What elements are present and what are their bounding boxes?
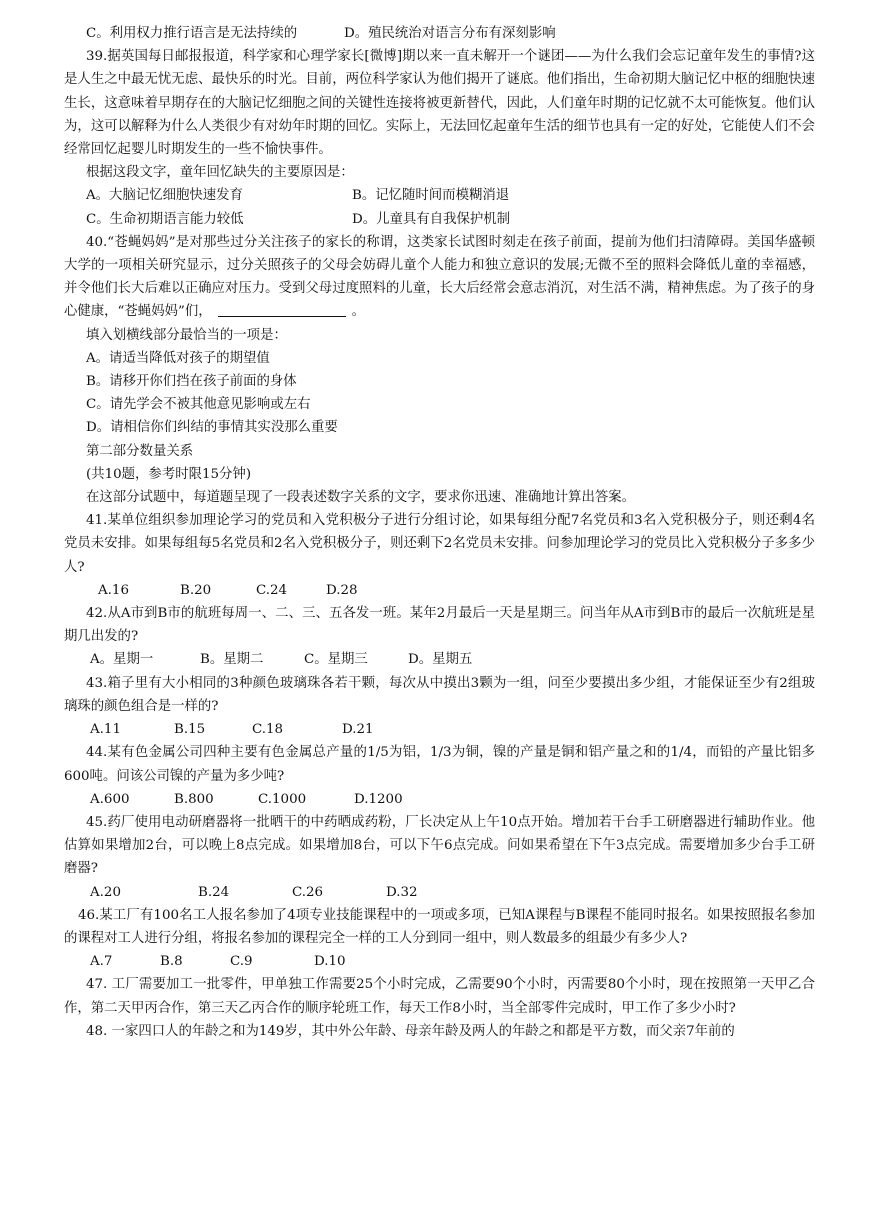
- q47-stem: 47. 工厂需要加工一批零件，甲单独工作需要25个小时完成，乙需要90个小时，丙需要80个小时，现在按照第一天甲乙合作，第二天甲丙合作，第三天乙丙合作的顺序轮班工作，每天工作8小时，当全部零件完成时，甲工作了多少小时?: [64, 977, 815, 1016]
- q43-stem: 43.箱子里有大小相同的3种颜色玻璃珠各若干颗，每次从中摸出3颗为一组，问至少要摸出多少组，才能保证至少有2组玻璃珠的颜色组合是一样的?: [64, 675, 815, 714]
- q41-option-c: C.24: [256, 582, 288, 598]
- section-subtitle: (共10题，参考时限15分钟): [86, 466, 252, 482]
- q44-option-b: B.800: [174, 791, 214, 807]
- q39-option-a: A。大脑记忆细胞快速发育: [86, 188, 243, 204]
- q41-option-b: B.20: [180, 582, 212, 598]
- q39-stem: 39.据英国每日邮报报道，科学家和心理学家长[微博]期以来一直未解开一个谜团——为什么我们会忘记童年发生的事情?这是人生之中最无忧无虑、最快乐的时光。目前，两位科学家认为他们揭开了谜底。他们指出，生命初期大脑记忆中枢的细胞快速生长，这意味着早期存在的大脑记忆细胞之间的关键性连接将被更新替代，因此，人们童年时期的记忆就不太可能恢复。他们认为，这可以解释为什么人类很少有对幼年时期的回忆。实际上，无法回忆起童年生活的细节也具有一定的好处，它能使人们不会经常回忆起婴儿时期发生的一些不愉快事件。: [64, 49, 815, 158]
- q43-option-c: C.18: [252, 722, 284, 738]
- q40-option-c: C。请先学会不被其他意见影响或左右: [86, 397, 311, 413]
- q42-stem: 42.从A市到B市的航班每周一、二、三、五各发一班。某年2月最后一天是星期三。问当年从A市到B市的最后一次航班是星期几出发的?: [64, 606, 815, 645]
- q40-stem: [64, 231, 815, 324]
- q41-options: [64, 579, 815, 602]
- q40-stem-text: 40.“苍蝇妈妈”是对那些过分关注孩子的家长的称谓，这类家长试图时刻走在孩子前面，提前为他们扫清障碍。美国华盛顿大学的一项相关研究显示，过分关照孩子的父母会妨碍儿童个人能力和独立意识的发展;无微不至的照料会降低儿童的幸福感，并令他们长大后难以正确应对压力。受到父母过度照料的儿童，长大后经常会意志消沉，对生活不满，精神焦虑。为了孩子的身心健康，“苍蝇妈妈”们，: [64, 234, 815, 320]
- section-title: 第二部分数量关系: [86, 443, 194, 459]
- q40-option-d: D。请相信你们纠结的事情其实没那么重要: [86, 420, 338, 436]
- q46-option-a: A.7: [90, 954, 113, 970]
- q45-option-b: B.24: [198, 884, 230, 900]
- q42-option-c: C。星期三: [304, 652, 368, 668]
- q44-option-d: D.1200: [354, 791, 403, 807]
- q40-stem-end: 。: [351, 304, 365, 320]
- q39-option-c: C。生命初期语言能力较低: [86, 211, 244, 227]
- section-intro: 在这部分试题中，每道题呈现了一段表述数字关系的文字，要求你迅速、准确地计算出答案。: [86, 490, 636, 506]
- q46-option-d: D.10: [314, 954, 346, 970]
- q39-options-row-2: [64, 208, 815, 231]
- q42-option-a: A。星期一: [90, 652, 154, 668]
- q38-option-c: C。利用权力推行语言是无法持续的: [86, 26, 298, 41]
- q46-option-b: B.8: [160, 954, 183, 970]
- q41-stem: 41.某单位组织参加理论学习的党员和入党积极分子进行分组讨论，如果每组分配7名党员和3名入党积极分子，则还剩4名党员未安排。如果每组每5名党员和2名入党积极分子，则还剩下2名党员未安排。问参加理论学习的党员比入党积极分子多多少人?: [64, 513, 815, 575]
- q43-option-b: B.15: [174, 722, 206, 738]
- q42-option-b: B。星期二: [200, 652, 264, 668]
- q38-options: [64, 22, 815, 45]
- q41-option-d: D.28: [326, 582, 358, 598]
- q41-option-a: A.16: [98, 582, 129, 598]
- q39-option-b: B。记忆随时间而模糊消退: [352, 188, 510, 204]
- q38-option-d: D。殖民统治对语言分布有深刻影响: [344, 26, 556, 41]
- q42-options: [64, 648, 815, 671]
- q43-option-a: A.11: [90, 722, 121, 738]
- q45-option-d: D.32: [386, 884, 418, 900]
- answer-blank: [218, 302, 346, 317]
- q43-option-d: D.21: [342, 722, 374, 738]
- q44-options: [64, 788, 815, 811]
- q45-options: [64, 881, 815, 904]
- q39-option-d: D。儿童具有自我保护机制: [352, 211, 511, 227]
- q40-option-a: A。请适当降低对孩子的期望值: [86, 350, 270, 366]
- q44-option-c: C.1000: [258, 791, 307, 807]
- q46-option-c: C.9: [230, 954, 253, 970]
- q43-options: [64, 718, 815, 741]
- q48-stem: 48. 一家四口人的年龄之和为149岁，其中外公年龄、母亲年龄及两人的年龄之和都是平方数，而父亲7年前的: [86, 1023, 735, 1039]
- q45-option-c: C.26: [292, 884, 324, 900]
- q40-question: 填入划横线部分最恰当的一项是：: [86, 327, 287, 343]
- q39-question: 根据这段文字，童年回忆缺失的主要原因是：: [86, 165, 354, 181]
- q40-option-b: B。请移开你们挡在孩子前面的身体: [86, 374, 297, 390]
- q45-option-a: A.20: [90, 884, 121, 900]
- q44-option-a: A.600: [90, 791, 130, 807]
- q46-options: [64, 950, 815, 973]
- q42-option-d: D。星期五: [408, 652, 473, 668]
- q44-stem: 44.某有色金属公司四种主要有色金属总产量的1/5为铝，1/3为铜，镍的产量是铜和铝产量之和的1/4，而铅的产量比铝多600吨。问该公司镍的产量为多少吨?: [64, 745, 815, 784]
- q39-options-row-1: [64, 184, 815, 207]
- q46-stem: 46.某工厂有100名工人报名参加了4项专业技能课程中的一项或多项，已知A课程与B课程不能同时报名。如果按照报名参加的课程对工人进行分组，将报名参加的课程完全一样的工人分到同一组中，则人数最多的组最少有多少人?: [64, 907, 815, 946]
- q45-stem: 45.药厂使用电动研磨器将一批晒干的中药晒成药粉，厂长决定从上午10点开始。增加若干台手工研磨器进行辅助作业。他估算如果增加2台，可以晚上8点完成。如果增加8台，可以下午6点完成。问如果希望在下午3点完成。需要增加多少台手工研磨器?: [64, 814, 815, 877]
